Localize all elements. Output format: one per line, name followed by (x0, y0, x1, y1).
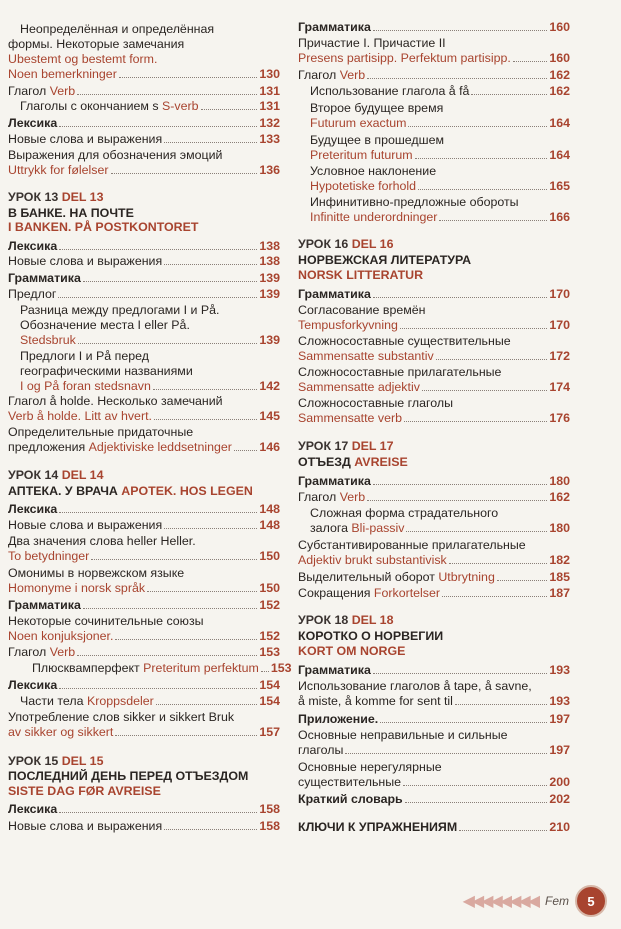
page-number-badge: 5 (575, 885, 607, 917)
toc-entry[interactable]: Сложная форма страдательного залога Bli-passiv 180 (310, 506, 570, 535)
page-number: 164 (549, 148, 570, 162)
page-number: 158 (259, 819, 280, 833)
lesson-header: УРОК 17 DEL 17 (298, 439, 394, 453)
toc-entry[interactable]: Причастие I. Причастие II Presens partisipp. Perfektum partisipp. 160 (298, 36, 570, 65)
toc-entry[interactable]: Сложносоставные существительные Sammensatte substantiv 172 (298, 334, 570, 363)
lesson-header: УРОК 16 DEL 16 (298, 237, 394, 251)
lesson-title: ПОСЛЕДНИЙ ДЕНЬ ПЕРЕД ОТЪЕЗДОМ (8, 769, 249, 783)
lesson-title-nor: I BANKEN. PÅ POSTKONTORET (8, 220, 199, 234)
page-number: 138 (259, 239, 280, 253)
toc-entry[interactable]: Инфинитивно-предложные обороты Infinitte underordninger 166 (310, 195, 570, 224)
page-number: 154 (259, 678, 280, 692)
page-number: 180 (549, 474, 570, 488)
toc-entry[interactable]: Предлог 139 (8, 287, 280, 301)
toc-entry[interactable]: Выражения для обозначения эмоций Uttrykk for følelser 136 (8, 148, 280, 177)
lesson-title: ОТЪЕЗД AVREISE (298, 455, 408, 469)
page-number: 133 (259, 132, 280, 146)
lesson-header: УРОК 18 DEL 18 (298, 613, 394, 627)
lesson-title-nor: KORT OM NORGE (298, 644, 406, 658)
entry-line-nor: Noen bemerkninger (8, 67, 117, 81)
page-number: 162 (549, 84, 570, 98)
toc-entry[interactable]: Новые слова и выражения 158 (8, 819, 280, 833)
page-number: 200 (549, 775, 570, 789)
page-number: 210 (549, 820, 570, 834)
toc-entry[interactable]: Краткий словарь 202 (298, 792, 570, 806)
page-number: 162 (549, 490, 570, 504)
lesson-title: НОРВЕЖСКАЯ ЛИТЕРАТУРА (298, 253, 472, 267)
toc-entry[interactable]: Предлоги I и På перед географическими названиями I og På foran stedsnavn 142 (20, 349, 280, 393)
toc-entry[interactable]: Второе будущее время Futurum exactum 164 (310, 101, 570, 130)
lesson-title: В БАНКЕ. НА ПОЧТЕ (8, 206, 134, 220)
page-number: 172 (549, 349, 570, 363)
lesson-title-nor: SISTE DAG FØR AVREISE (8, 784, 161, 798)
lesson-header: УРОК 14 DEL 14 (8, 468, 104, 482)
page-number: 139 (259, 271, 280, 285)
page-footer (463, 885, 607, 917)
page-word: Fem (545, 894, 569, 908)
toc-entry[interactable]: Глагол Verb 131 (8, 84, 280, 98)
page-number: 193 (549, 694, 570, 708)
toc-entry[interactable]: Основные неправильные и сильные глаголы 197 (298, 728, 570, 757)
toc-entry[interactable]: Употребление слов sikker и sikkert Bruk av sikker og sikkert 157 (8, 710, 280, 739)
toc-entry[interactable]: Грамматика 180 (298, 474, 570, 488)
lesson-header: УРОК 13 DEL 13 (8, 190, 104, 204)
page-number: 170 (549, 287, 570, 301)
page-number: 153 (259, 645, 280, 659)
page-number: 158 (259, 802, 280, 816)
toc-entry[interactable]: Новые слова и выражения 133 (8, 132, 280, 146)
toc-entry[interactable]: Лексика 132 (8, 116, 280, 130)
page-number: 148 (259, 518, 280, 532)
page-number: 157 (259, 725, 280, 739)
lesson-title: АПТЕКА. У ВРАЧА APOTEK. HOS LEGEN (8, 484, 253, 498)
lesson-title-nor: NORSK LITTERATUR (298, 268, 424, 282)
toc-entry[interactable]: Новые слова и выражения 138 (8, 254, 280, 268)
page-number: 131 (259, 99, 280, 113)
page-number: 160 (549, 20, 570, 34)
toc-entry[interactable]: Условное наклонение Hypotetiske forhold 165 (310, 164, 570, 193)
page-number: 132 (259, 116, 280, 130)
toc-entry[interactable]: Части тела Kroppsdeler 154 (20, 694, 280, 708)
toc-entry[interactable]: Глагол Verb 153 (8, 645, 280, 659)
toc-entry[interactable]: Грамматика 193 (298, 663, 570, 677)
page-number: 182 (549, 553, 570, 567)
page-number: 154 (259, 694, 280, 708)
toc-entry[interactable]: Будущее в прошедшем Preteritum futurum 164 (310, 133, 570, 162)
toc-entry[interactable]: Сложносоставные глаголы Sammensatte verb 176 (298, 396, 570, 425)
page-number: 139 (259, 287, 280, 301)
page-number: 197 (549, 743, 570, 757)
toc-entry[interactable]: Использование глагола å få 162 (310, 84, 570, 98)
page-number: 150 (259, 581, 280, 595)
toc-entry[interactable]: Глаголы с окончанием s S-verb 131 (20, 99, 280, 113)
page-number: 193 (549, 663, 570, 677)
toc-entry[interactable]: Грамматика 152 (8, 598, 280, 612)
toc-entry[interactable]: Субстантивированные прилагательные Adjektiv brukt substantivisk 182 (298, 538, 570, 567)
arrow-decoration-icon: ◀◀◀◀◀◀◀◀ (462, 893, 537, 910)
toc-entry[interactable]: Разница между предлогами I и På. Обозначение места I eller På. Stedsbruk 139 (20, 303, 280, 347)
toc-entry[interactable]: Плюсквамперфект Preteritum perfektum 153 (32, 661, 292, 675)
page-number: 166 (549, 210, 570, 224)
toc-entry[interactable]: Новые слова и выражения 148 (8, 518, 280, 532)
entry-line: формы. Некоторые замечания (8, 37, 185, 51)
page-number: 174 (549, 380, 570, 394)
page-number: 152 (259, 598, 280, 612)
page-number: 164 (549, 116, 570, 130)
page-number: 153 (270, 661, 292, 675)
toc-entry[interactable]: Омонимы в норвежском языке Homonyme i norsk språk 150 (8, 566, 280, 595)
toc-entry[interactable]: Глагол å holde. Несколько замечаний Verb å holde. Litt av hvert. 145 (8, 394, 280, 423)
page-number: 130 (259, 67, 280, 81)
toc-entry[interactable]: Грамматика 139 (8, 271, 280, 285)
page-number: 180 (549, 521, 570, 535)
page-number: 142 (259, 379, 280, 393)
page-number: 187 (549, 586, 570, 600)
toc-entry[interactable]: Приложение. 197 (298, 712, 570, 726)
toc-entry[interactable]: Основные нерегулярные существительные 200 (298, 760, 570, 789)
page-number: 185 (549, 570, 570, 584)
toc-entry[interactable]: Грамматика 170 (298, 287, 570, 301)
toc-entry[interactable]: Некоторые сочинительные союзы Noen konjuksjoner. 152 (8, 614, 280, 643)
toc-entry[interactable]: Сложносоставные прилагательные Sammensatte adjektiv 174 (298, 365, 570, 394)
entry-line: Неопределённая и определённая (20, 22, 215, 36)
page-number: 176 (549, 411, 570, 425)
toc-entry[interactable]: Глагол Verb 162 (298, 490, 570, 504)
page-number: 150 (259, 549, 280, 563)
lesson-title: КОРОТКО О НОРВЕГИИ (298, 629, 444, 643)
toc-entry[interactable]: Лексика 158 (8, 802, 280, 816)
lesson-header: УРОК 15 DEL 15 (8, 754, 104, 768)
page-number: 197 (549, 712, 570, 726)
page-number: 152 (259, 629, 280, 643)
toc-entry[interactable]: Глагол Verb 162 (298, 68, 570, 82)
page-number: 165 (549, 179, 570, 193)
page-number: 139 (259, 333, 280, 347)
page-number: 145 (259, 409, 280, 423)
page-number: 148 (259, 502, 280, 516)
toc-entry[interactable]: КЛЮЧИ К УПРАЖНЕНИЯМ 210 (298, 820, 570, 834)
page-number: 160 (549, 51, 570, 65)
toc-entry[interactable]: Определительные придаточные предложения Adjektiviske leddsetninger 146 (8, 425, 280, 454)
toc-entry[interactable]: Лексика 154 (8, 678, 280, 692)
page-number: 146 (259, 440, 280, 454)
page-number: 162 (549, 68, 570, 82)
page-number: 138 (259, 254, 280, 268)
toc-entry[interactable]: Два значения слова heller Heller. To betydninger 150 (8, 534, 280, 563)
entry-line-nor: Ubestemt og bestemt form. (8, 52, 158, 66)
page-number: 202 (549, 792, 570, 806)
toc-entry[interactable]: Выделительный оборот Utbrytning 185 (298, 570, 570, 584)
toc-entry[interactable]: Использование глаголов å tape, å savne, å miste, å komme for sent til 193 (298, 679, 570, 708)
toc-entry[interactable]: Лексика 148 (8, 502, 280, 516)
toc-entry[interactable]: Сокращения Forkortelser 187 (298, 586, 570, 600)
page-number: 170 (549, 318, 570, 332)
page-number: 131 (259, 84, 280, 98)
toc-entry[interactable]: Лексика 138 (8, 239, 280, 253)
toc-entry[interactable]: Грамматика 160 (298, 20, 570, 34)
toc-entry[interactable] (8, 22, 280, 82)
toc-entry[interactable]: Согласование времён Tempusforkyvning 170 (298, 303, 570, 332)
page-number: 136 (259, 163, 280, 177)
